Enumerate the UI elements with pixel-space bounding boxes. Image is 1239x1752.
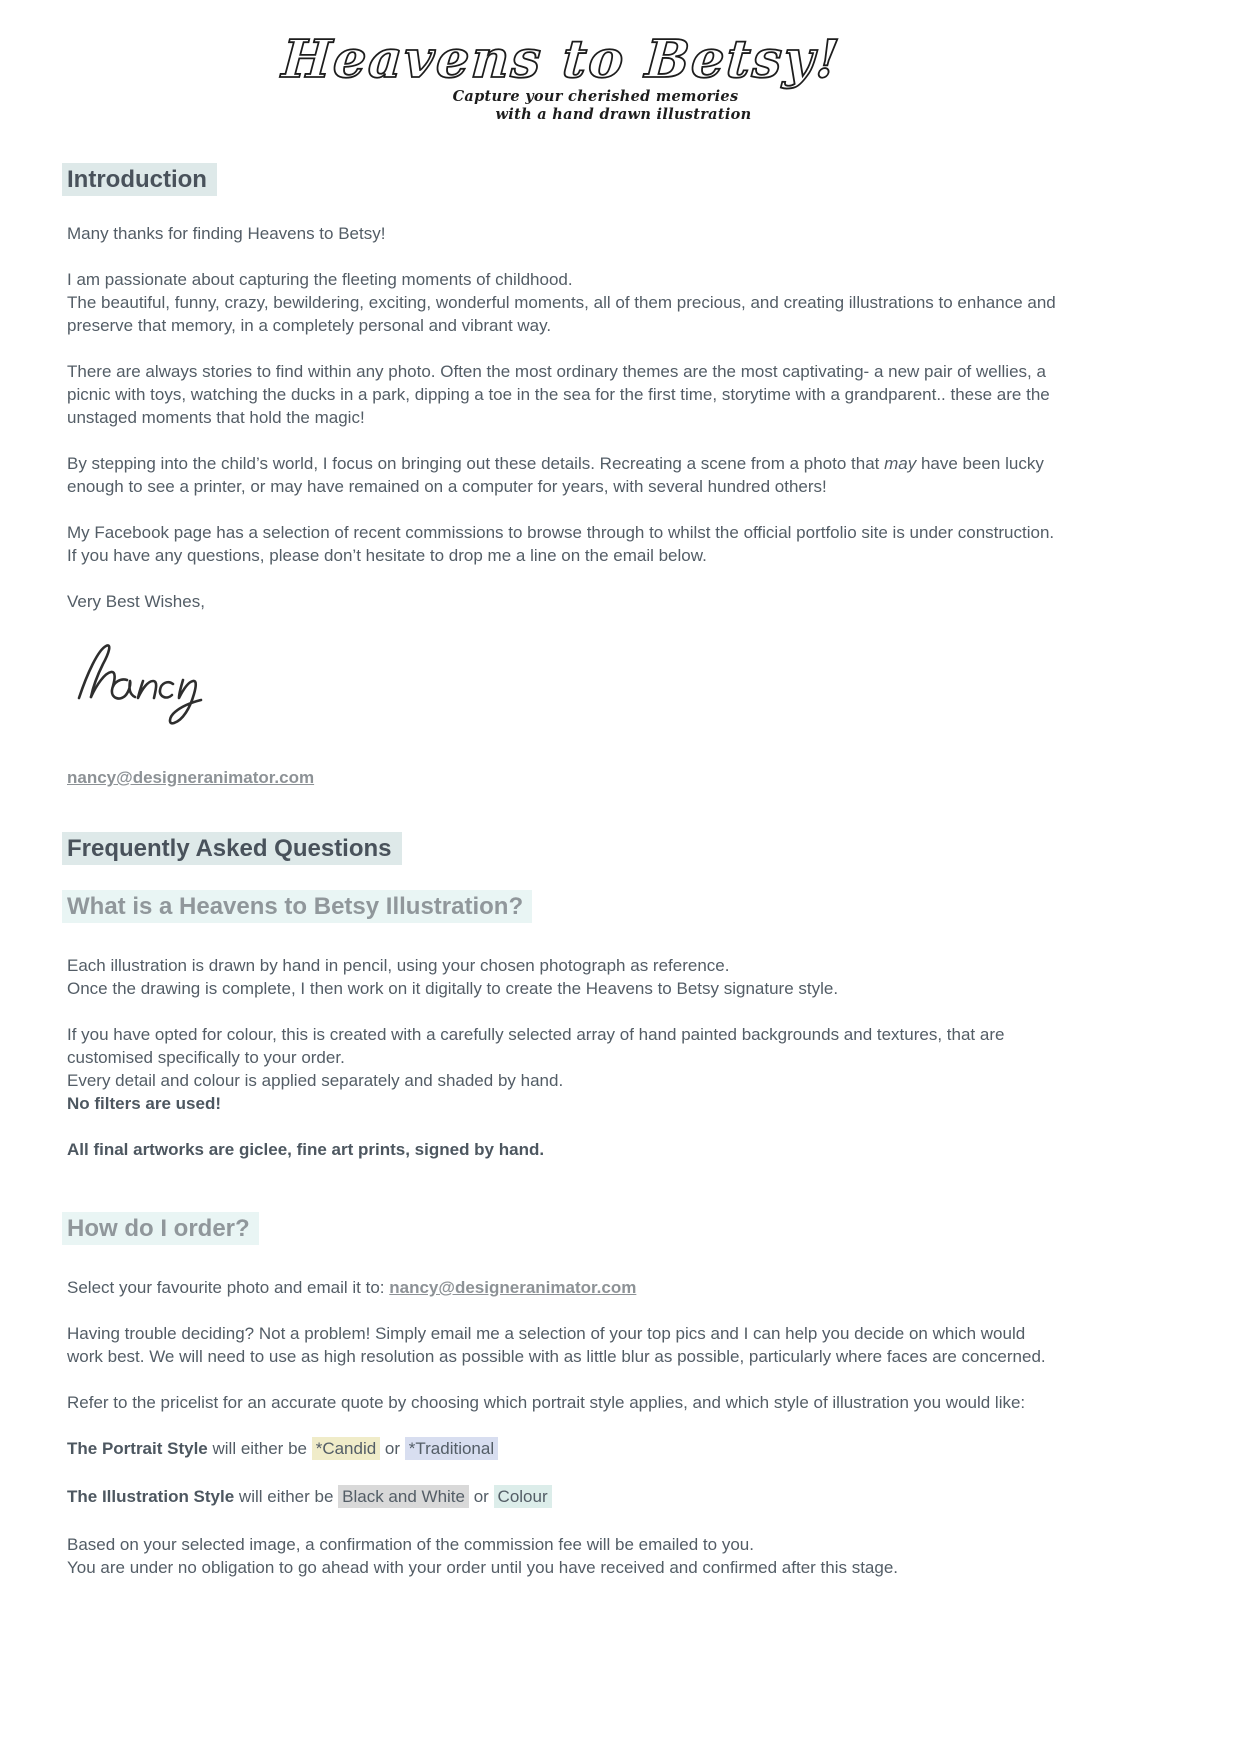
faq-q2-heading-text: How do I order? xyxy=(62,1212,259,1245)
faq-q1-p2-part1: If you have opted for colour, this is created with a carefully selected array of hand painted backgrounds and textures, that are customised specifically to your order. xyxy=(67,1025,1005,1067)
faq-q2-paragraph-3: Refer to the pricelist for an accurate quote by choosing which portrait style applies, and which style of illustration you would like: xyxy=(67,1393,1026,1412)
intro-p4-italic-word: may xyxy=(884,454,917,473)
faq-q2-paragraph-2: Having trouble deciding? Not a problem! Simply email me a selection of your top pics and I can help you decide on which would work best. We will need to use as high resolution as possible with as little blur as possible, particularly where faces are concerned. xyxy=(67,1324,1046,1366)
faq-heading-text: Frequently Asked Questions xyxy=(62,832,402,865)
intro-paragraph-5: My Facebook page has a selection of recent commissions to browse through to whilst the official portfolio site is under construction. If you have any questions, please don’t hesitate to drop me a line on the email below. xyxy=(67,523,1055,565)
faq-q2-p6-line2: You are under no obligation to go ahead with your order until you have received and confirmed after this stage. xyxy=(67,1558,899,1577)
email-link[interactable]: nancy@designeranimator.com xyxy=(67,768,315,787)
illustration-style-line xyxy=(67,1485,1057,1508)
document-body xyxy=(67,164,1057,1579)
portrait-option-candid: *Candid xyxy=(312,1437,381,1460)
logo xyxy=(0,0,1239,124)
faq-q1-p1-line1: Each illustration is drawn by hand in pencil, using your chosen photograph as reference. xyxy=(67,956,730,975)
faq-q1-giclee-line: All final artworks are giclee, fine art prints, signed by hand. xyxy=(67,1140,545,1159)
email-link-inline[interactable]: nancy@designeranimator.com xyxy=(389,1278,637,1297)
faq-q1-paragraph-1 xyxy=(67,954,1057,1000)
signature-image xyxy=(71,636,241,736)
faq-q2-heading xyxy=(62,1213,1057,1244)
illustration-style-label: The Illustration Style xyxy=(67,1487,235,1506)
portrait-style-mid: will either be xyxy=(207,1439,312,1458)
faq-q1-heading-text: What is a Heavens to Betsy Illustration? xyxy=(62,890,532,923)
faq-q2-paragraph-6 xyxy=(67,1533,1057,1579)
faq-q1-heading xyxy=(62,891,1057,922)
intro-paragraph-1: Many thanks for finding Heavens to Betsy! xyxy=(67,224,386,243)
logo-title: Heavens to Betsy! xyxy=(280,29,843,90)
faq-q2-p6-line1: Based on your selected image, a confirmation of the commission fee will be emailed to you. xyxy=(67,1535,754,1554)
faq-q1-p1-line2: Once the drawing is complete, I then work on it digitally to create the Heavens to Betsy signature style. xyxy=(67,979,839,998)
intro-paragraph-4 xyxy=(67,452,1057,498)
closing-line: Very Best Wishes, xyxy=(67,592,205,611)
portrait-option-traditional: *Traditional xyxy=(405,1437,498,1460)
illustration-option-black-white: Black and White xyxy=(338,1485,469,1508)
faq-q1-p2-line2: Every detail and colour is applied separately and shaded by hand. xyxy=(67,1071,564,1090)
intro-heading xyxy=(62,164,1057,195)
portrait-style-label: The Portrait Style xyxy=(67,1439,208,1458)
faq-q1-paragraph-2 xyxy=(67,1023,1057,1115)
logo-tagline-line1: Capture your cherished memories xyxy=(452,88,739,105)
faq-q2-paragraph-1 xyxy=(67,1276,1057,1299)
intro-heading-text: Introduction xyxy=(62,163,217,196)
signature-handwritten-nancy xyxy=(71,636,1057,736)
intro-p2-line1: I am passionate about capturing the fleeting moments of childhood. xyxy=(67,270,573,289)
faq-q2-p1-before: Select your favourite photo and email it to: xyxy=(67,1278,390,1297)
intro-paragraph-2 xyxy=(67,268,1057,337)
intro-p2-rest: The beautiful, funny, crazy, bewildering, exciting, wonderful moments, all of them precious, and creating illustrations to enhance and preserve that memory, in a completely personal and vibrant way. xyxy=(67,293,1056,335)
intro-p4-after: have been lucky enough to see a printer, or may have remained on a computer for years, with several hundred others! xyxy=(67,454,1044,496)
faq-q1-no-filters-line: No filters are used! xyxy=(67,1094,221,1113)
intro-p4-before: By stepping into the child’s world, I focus on bringing out these details. Recreating a scene from a photo that xyxy=(67,454,885,473)
portrait-style-line xyxy=(67,1437,1057,1460)
illustration-style-mid: will either be xyxy=(234,1487,339,1506)
illustration-or: or xyxy=(468,1487,494,1506)
logo-tagline xyxy=(0,88,1239,124)
logo-tagline-line2: with a hand drawn illustration xyxy=(495,106,752,123)
intro-paragraph-3: There are always stories to find within any photo. Often the most ordinary themes are the most captivating- a new pair of wellies, a picnic with toys, watching the ducks in a park, dipping a toe in the sea for the first time, storytime with a grandparent.. these are the unstaged moments that hold the magic! xyxy=(67,362,1050,427)
portrait-or: or xyxy=(380,1439,405,1458)
faq-heading xyxy=(62,833,1057,864)
illustration-option-colour: Colour xyxy=(494,1485,552,1508)
